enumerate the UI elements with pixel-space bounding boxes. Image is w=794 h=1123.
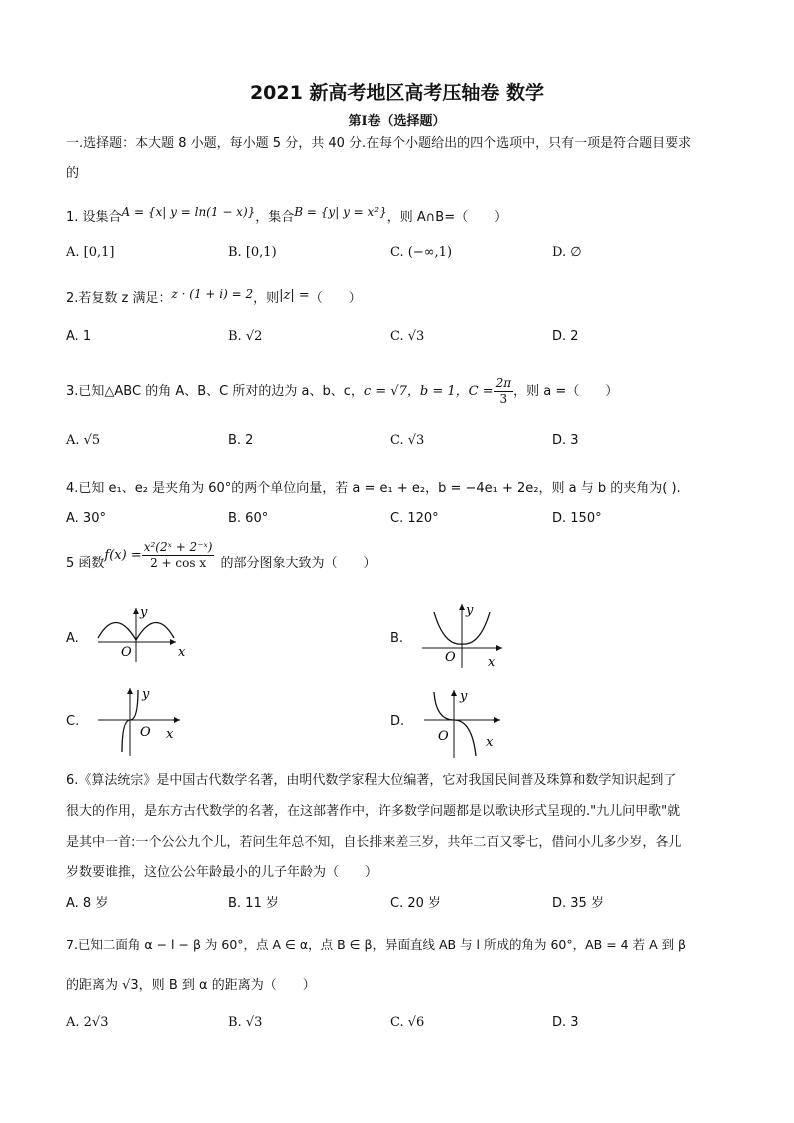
question-6-line4: 岁数要谁推，这位公公年龄最小的儿子年龄为（ ）: [66, 865, 379, 880]
q2-tail: （ ）: [309, 291, 362, 306]
q7-option-c: C. √6: [390, 1015, 425, 1030]
question-3: [66, 376, 618, 407]
q5-graph-a-origin: O: [121, 645, 132, 660]
q2-abs: |z| =: [279, 288, 310, 303]
question-5: [66, 540, 377, 584]
q1-option-c: C. (−∞,1): [390, 245, 453, 260]
q1-set-b: B = {y| y = x²}: [294, 205, 387, 219]
q5-f-numerator: x²(2ˣ + 2⁻ˣ): [143, 540, 213, 554]
q3-option-b: B. 2: [228, 433, 254, 448]
q5-prefix: 5 函数: [66, 556, 105, 571]
q6-option-d: D. 35 岁: [552, 896, 604, 911]
q4-option-c: C. 120°: [390, 511, 439, 526]
q5-graph-c-x-label: x: [166, 727, 174, 742]
question-2: [66, 288, 362, 309]
q1-suffix: ，则 A∩B=（ ）: [386, 210, 508, 225]
q5-graph-b-x-label: x: [488, 655, 496, 670]
q5-graph-d-y-label: y: [460, 689, 468, 704]
q1-prefix: 1. 设集合: [66, 210, 122, 225]
q2-option-d: D. 2: [552, 329, 579, 344]
q6-option-b: B. 11 岁: [228, 896, 279, 911]
q2-option-c: C. √3: [390, 329, 425, 344]
q2-option-a: A. 1: [66, 329, 92, 344]
q5-graph-d-x-label: x: [486, 735, 494, 750]
q2-prefix: 2.若复数 z 满足：: [66, 291, 172, 306]
q5-f-fraction: [142, 540, 215, 571]
q3-option-d: D. 3: [552, 433, 579, 448]
q4-option-b: B. 60°: [228, 511, 269, 526]
q5-f-lhs: f(x) =: [104, 548, 142, 563]
question-7-line1: 7.已知二面角 α − l − β 为 60°，点 A ∈ α，点 B ∈ β，异面直线 AB 与 l 所成的角为 60°，AB = 4 若 A 到 β: [66, 937, 687, 952]
q6-option-a: A. 8 岁: [66, 896, 109, 911]
q1-option-a: A. [0,1]: [66, 245, 115, 260]
q2-suffix: ，则: [253, 291, 280, 306]
page-subtitle: 第Ⅰ卷（选择题）: [348, 114, 446, 129]
q5-graph-a: [90, 604, 200, 668]
q5-graph-a-y-label: y: [140, 605, 148, 620]
q7-option-b: B. √3: [228, 1015, 263, 1030]
q5-option-a-label: A.: [66, 631, 79, 646]
q1-set-a: A = {x| y = ln(1 − x)}: [121, 205, 256, 219]
q5-option-b-label: B.: [390, 631, 404, 646]
q5-option-d-label: D.: [390, 714, 405, 729]
q2-option-b: B. √2: [228, 329, 263, 344]
page-title: 2021 新高考地区高考压轴卷 数学: [249, 82, 545, 104]
q5-suffix: 的部分图象大致为（ ）: [220, 556, 377, 571]
q3-C-denominator: 3: [499, 392, 508, 406]
q5-graph-b: [418, 600, 528, 674]
q3-suffix: ，则 a =（ ）: [513, 384, 619, 399]
q4-option-a: A. 30°: [66, 511, 106, 526]
q5-graph-b-origin: O: [445, 650, 456, 665]
q5-graph-d: [418, 688, 528, 764]
question-4: 4.已知 e₁、e₂ 是夹角为 60°的两个单位向量，若 a = e₁ + e₂，b = −4e₁ + 2e₂，则 a 与 b 的夹角为( ).: [66, 481, 681, 496]
q5-graph-d-origin: O: [438, 729, 449, 744]
q5-graph-c: [92, 686, 202, 762]
q7-option-a: A. 2√3: [66, 1015, 109, 1030]
question-6-line1: 6.《算法统宗》是中国古代数学名著，由明代数学家程大位编著，它对我国民间普及珠算和数学知识起到了: [66, 773, 677, 788]
q5-graph-c-origin: O: [140, 725, 151, 740]
q2-equation: z · (1 + i) = 2: [171, 287, 254, 301]
q3-prefix: 3.已知△ABC 的角 A、B、C 所对的边为 a、b、c，: [66, 384, 364, 399]
section-intro-line1: 一.选择题：本大题 8 小题，每小题 5 分，共 40 分.在每个小题给出的四个选项中，只有一项是符合题目要求: [66, 136, 692, 151]
q5-option-c-label: C.: [66, 714, 80, 729]
q6-option-c: C. 20 岁: [390, 896, 442, 911]
q3-C-lhs: C =: [468, 384, 494, 399]
q3-C-numerator: 2π: [495, 376, 512, 390]
q5-f-denominator: 2 + cos x: [150, 556, 207, 570]
q1-option-b: B. [0,1): [228, 245, 277, 260]
q5-graph-a-x-label: x: [178, 645, 186, 660]
q3-b-equation: ，b = 1，: [406, 384, 469, 399]
question-7-line2: 的距离为 √3，则 B 到 α 的距离为（ ）: [66, 978, 316, 993]
question-6-line3: 是其中一首:一个公公九个儿，若问生年总不知，自长排来差三岁，共年二百又零七，借问小儿多少岁，各儿: [66, 835, 682, 850]
question-6-line2: 很大的作用，是东方古代数学的名著，在这部著作中，许多数学问题都是以歌诀形式呈现的."九儿问甲歌"就: [66, 804, 681, 819]
q1-mid: ，集合: [255, 210, 295, 225]
q5-graph-c-y-label: y: [142, 687, 150, 702]
q3-c-equation: c = √7: [363, 384, 407, 399]
q4-option-d: D. 150°: [552, 511, 602, 526]
question-1: [66, 207, 507, 228]
q3-option-a: A. √5: [66, 433, 101, 448]
q1-option-d: D. ∅: [552, 245, 582, 260]
q3-C-fraction: [494, 376, 514, 407]
q7-option-d: D. 3: [552, 1015, 579, 1030]
q5-graph-b-y-label: y: [466, 603, 474, 618]
q3-option-c: C. √3: [390, 433, 425, 448]
section-intro-line2: 的: [66, 166, 80, 181]
